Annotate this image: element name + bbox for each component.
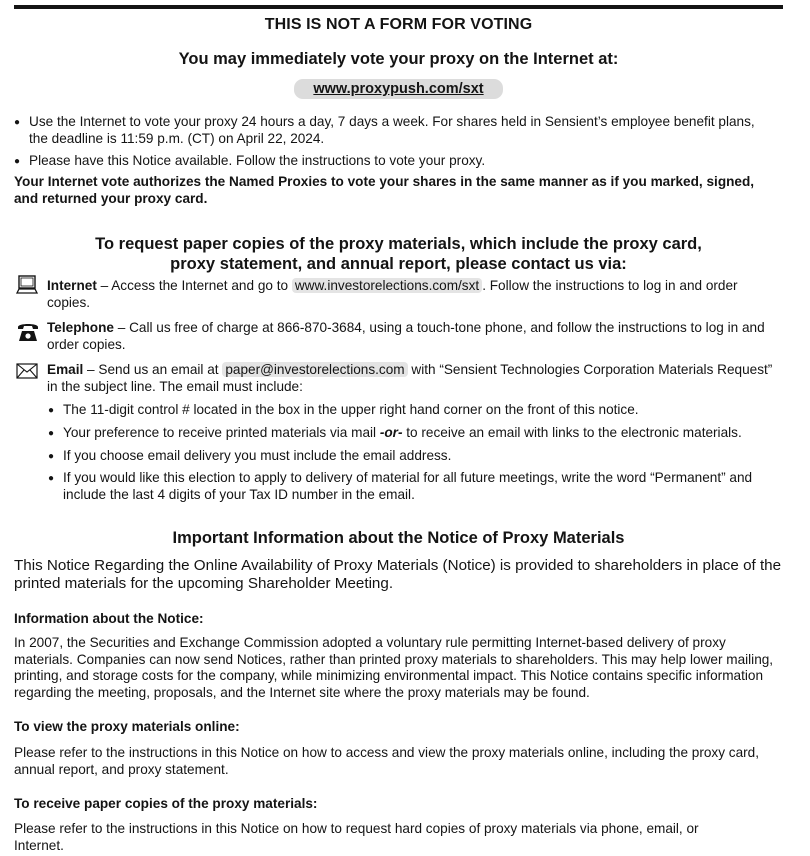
computer-icon: [16, 275, 38, 295]
page-title: THIS IS NOT A FORM FOR VOTING: [264, 16, 533, 33]
email-bullet-tail: to receive an email with links to the electronic materials.: [402, 425, 742, 440]
vote-note: Your Internet vote authorizes the Named Proxies to vote your shares in the same manner as if you marked, signed, and returned your proxy card.: [14, 174, 755, 206]
top-rule: [14, 5, 783, 9]
bullet-dot: ●: [48, 405, 55, 416]
request-email: [47, 362, 777, 395]
request-heading: [14, 234, 783, 274]
request-internet: [47, 278, 777, 311]
bullet-dot: ●: [48, 428, 55, 439]
vote-bullet: Use the Internet to vote your proxy 24 hours a day, 7 days a week. For shares held in Sensient’s employee benefit plans, the deadline is 11:59 p.m. (CT) on April 22, 2024.: [29, 114, 755, 146]
request-heading-line2: proxy statement, and annual report, please contact us via:: [170, 255, 627, 273]
section-body: Please refer to the instructions in this Notice on how to request hard copies of proxy materials via phone, email, or Internet.: [14, 821, 699, 853]
email-bullet: If you would like this election to apply to delivery of material for all future meetings, write the word “Permanent” and include the last 4 digits of your Tax ID number in the email.: [63, 470, 753, 502]
section-body: Please refer to the instructions in this Notice on how to access and view the proxy materials online, including the proxy card, annual report, and proxy statement.: [14, 745, 760, 777]
internet-text-tail: . Follow the instructions to log in and order copies.: [47, 278, 738, 310]
bullet-dot: ●: [14, 156, 21, 167]
email-bullet: [63, 425, 793, 442]
email-bullet: If you choose email delivery you must include the email address.: [63, 448, 452, 463]
section-title: To view the proxy materials online:: [14, 719, 240, 734]
or-word: -or-: [379, 425, 403, 440]
internet-label: Internet: [47, 278, 97, 293]
important-intro: This Notice Regarding the Online Availability of Proxy Materials (Notice) is provided to shareholders in place of the printed materials for the upcoming Shareholder Meeting.: [14, 557, 782, 592]
section-title: To receive paper copies of the proxy materials:: [14, 796, 318, 811]
vote-subtitle: You may immediately vote your proxy on the Internet at:: [178, 50, 619, 68]
section-title: Information about the Notice:: [14, 611, 204, 626]
email-bullet-text: Your preference to receive printed materials via mail: [63, 425, 380, 440]
vote-bullet: Please have this Notice available. Follow the instructions to vote your proxy.: [29, 153, 486, 168]
telephone-icon: [16, 321, 40, 343]
envelope-icon: [16, 363, 38, 379]
request-telephone: [47, 320, 783, 353]
vote-url-link[interactable]: www.proxypush.com/sxt: [294, 79, 502, 99]
important-heading: Important Information about the Notice of Proxy Materials: [172, 529, 625, 547]
bullet-dot: ●: [48, 451, 55, 462]
request-heading-line1: To request paper copies of the proxy materials, which include the proxy card,: [95, 235, 702, 253]
email-text-tail: with “Sensient Technologies Corporation Materials Request” in the subject line. The email must include:: [47, 362, 773, 394]
email-text: – Send us an email at: [83, 362, 223, 377]
investorelections-link[interactable]: www.investorelections.com/sxt: [292, 278, 482, 293]
section-body: In 2007, the Securities and Exchange Commission adopted a voluntary rule permitting Internet-based delivery of proxy materials. Companies can now send Notices, rather than printed proxy materials to shareholders. This may help lower mailing, printing, and storage costs for the company, while minimizing environmental impact. This Notice contains specific information regarding the meeting, proposals, and the Internet site where the proxy materials may be found.: [14, 635, 774, 700]
bullet-dot: ●: [14, 117, 21, 128]
telephone-label: Telephone: [47, 320, 114, 335]
email-bullet: The 11-digit control # located in the box in the upper right hand corner on the front of this notice.: [63, 402, 639, 417]
telephone-text: – Call us free of charge at 866-870-3684, using a touch-tone phone, and follow the instructions to log in and order copies.: [47, 320, 765, 352]
bullet-dot: ●: [48, 473, 55, 484]
email-address-link[interactable]: paper@investorelections.com: [222, 362, 407, 377]
internet-text: – Access the Internet and go to: [96, 278, 292, 293]
email-label: Email: [47, 362, 84, 377]
